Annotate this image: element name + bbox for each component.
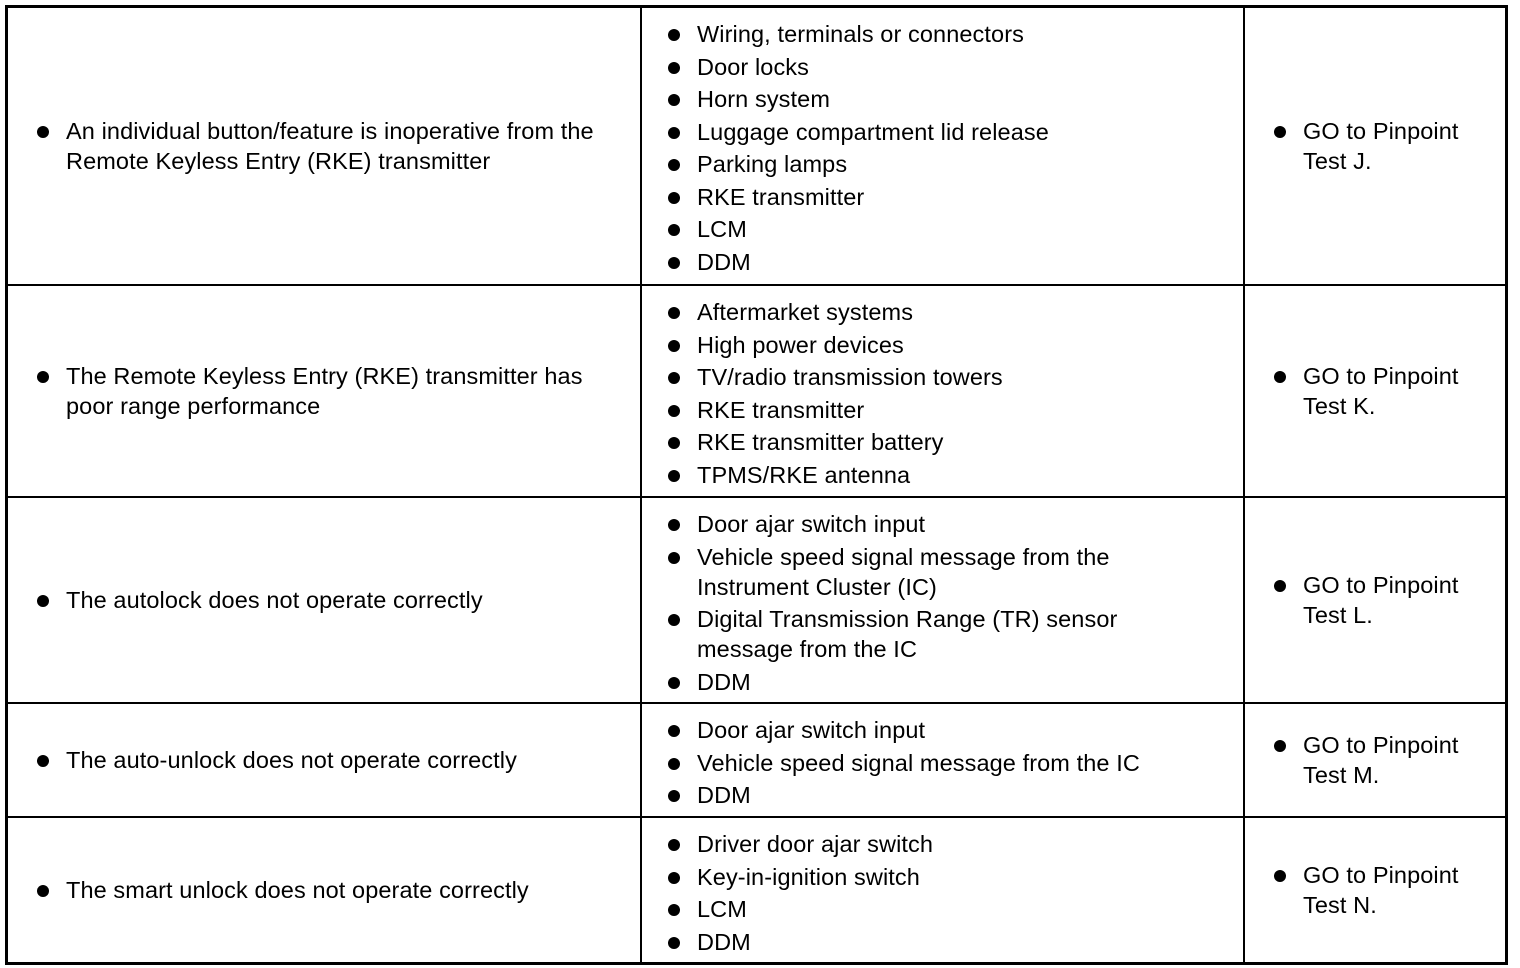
possible-source-item: Wiring, terminals or connectors [664,19,1235,49]
possible-source-item: Aftermarket systems [664,297,1235,327]
possible-source-item: Vehicle speed signal message from the IC [664,748,1235,778]
condition-cell [8,8,642,284]
condition-text: The autolock does not operate correctly [33,585,630,615]
condition-text: An individual button/feature is inoperative from the Remote Keyless Entry (RKE) transmitter [33,116,630,176]
pinpoint-test-link[interactable]: GO to Pinpoint Test K. [1270,361,1478,421]
possible-source-item: Door ajar switch input [664,509,1235,539]
table-row [8,702,1505,816]
action-cell [1245,818,1505,962]
possible-source-item: Luggage compartment lid release [664,117,1235,147]
possible-source-item: DDM [664,927,1235,957]
possible-source-item: High power devices [664,330,1235,360]
table-row [8,284,1505,496]
condition-cell [8,286,642,496]
possible-source-item: LCM [664,214,1235,244]
pinpoint-test-link[interactable]: GO to Pinpoint Test J. [1270,116,1478,176]
condition-cell [8,704,642,816]
possible-source-item: TV/radio transmission towers [664,362,1235,392]
possible-source-cell [642,818,1245,962]
condition-cell [8,818,642,962]
possible-source-cell [642,8,1245,284]
possible-source-item: DDM [664,247,1235,277]
table-row [8,496,1505,702]
possible-source-item: Driver door ajar switch [664,829,1235,859]
condition-text: The Remote Keyless Entry (RKE) transmitter has poor range performance [33,361,630,421]
possible-source-item: DDM [664,780,1235,810]
action-cell [1245,8,1505,284]
possible-source-item: Horn system [664,84,1235,114]
action-cell [1245,704,1505,816]
possible-source-item: Parking lamps [664,149,1235,179]
possible-source-item: Digital Transmission Range (TR) sensor message from the IC [664,604,1235,664]
possible-source-item: LCM [664,894,1235,924]
pinpoint-test-link[interactable]: GO to Pinpoint Test M. [1270,730,1478,790]
possible-source-item: Key-in-ignition switch [664,862,1235,892]
possible-source-item: RKE transmitter battery [664,427,1235,457]
condition-text: The auto-unlock does not operate correctly [33,745,630,775]
symptom-chart-table [5,5,1508,965]
condition-text: The smart unlock does not operate correctly [33,875,630,905]
table-row [8,816,1505,962]
possible-source-item: DDM [664,667,1235,697]
table-row [8,8,1505,284]
possible-source-cell [642,704,1245,816]
pinpoint-test-link[interactable]: GO to Pinpoint Test L. [1270,570,1478,630]
action-cell [1245,498,1505,702]
possible-source-item: Door locks [664,52,1235,82]
condition-cell [8,498,642,702]
possible-source-cell [642,286,1245,496]
possible-source-item: TPMS/RKE antenna [664,460,1235,490]
possible-source-item: RKE transmitter [664,395,1235,425]
possible-source-item: RKE transmitter [664,182,1235,212]
pinpoint-test-link[interactable]: GO to Pinpoint Test N. [1270,860,1478,920]
action-cell [1245,286,1505,496]
possible-source-item: Vehicle speed signal message from the Instrument Cluster (IC) [664,542,1235,602]
possible-source-cell [642,498,1245,702]
possible-source-item: Door ajar switch input [664,715,1235,745]
